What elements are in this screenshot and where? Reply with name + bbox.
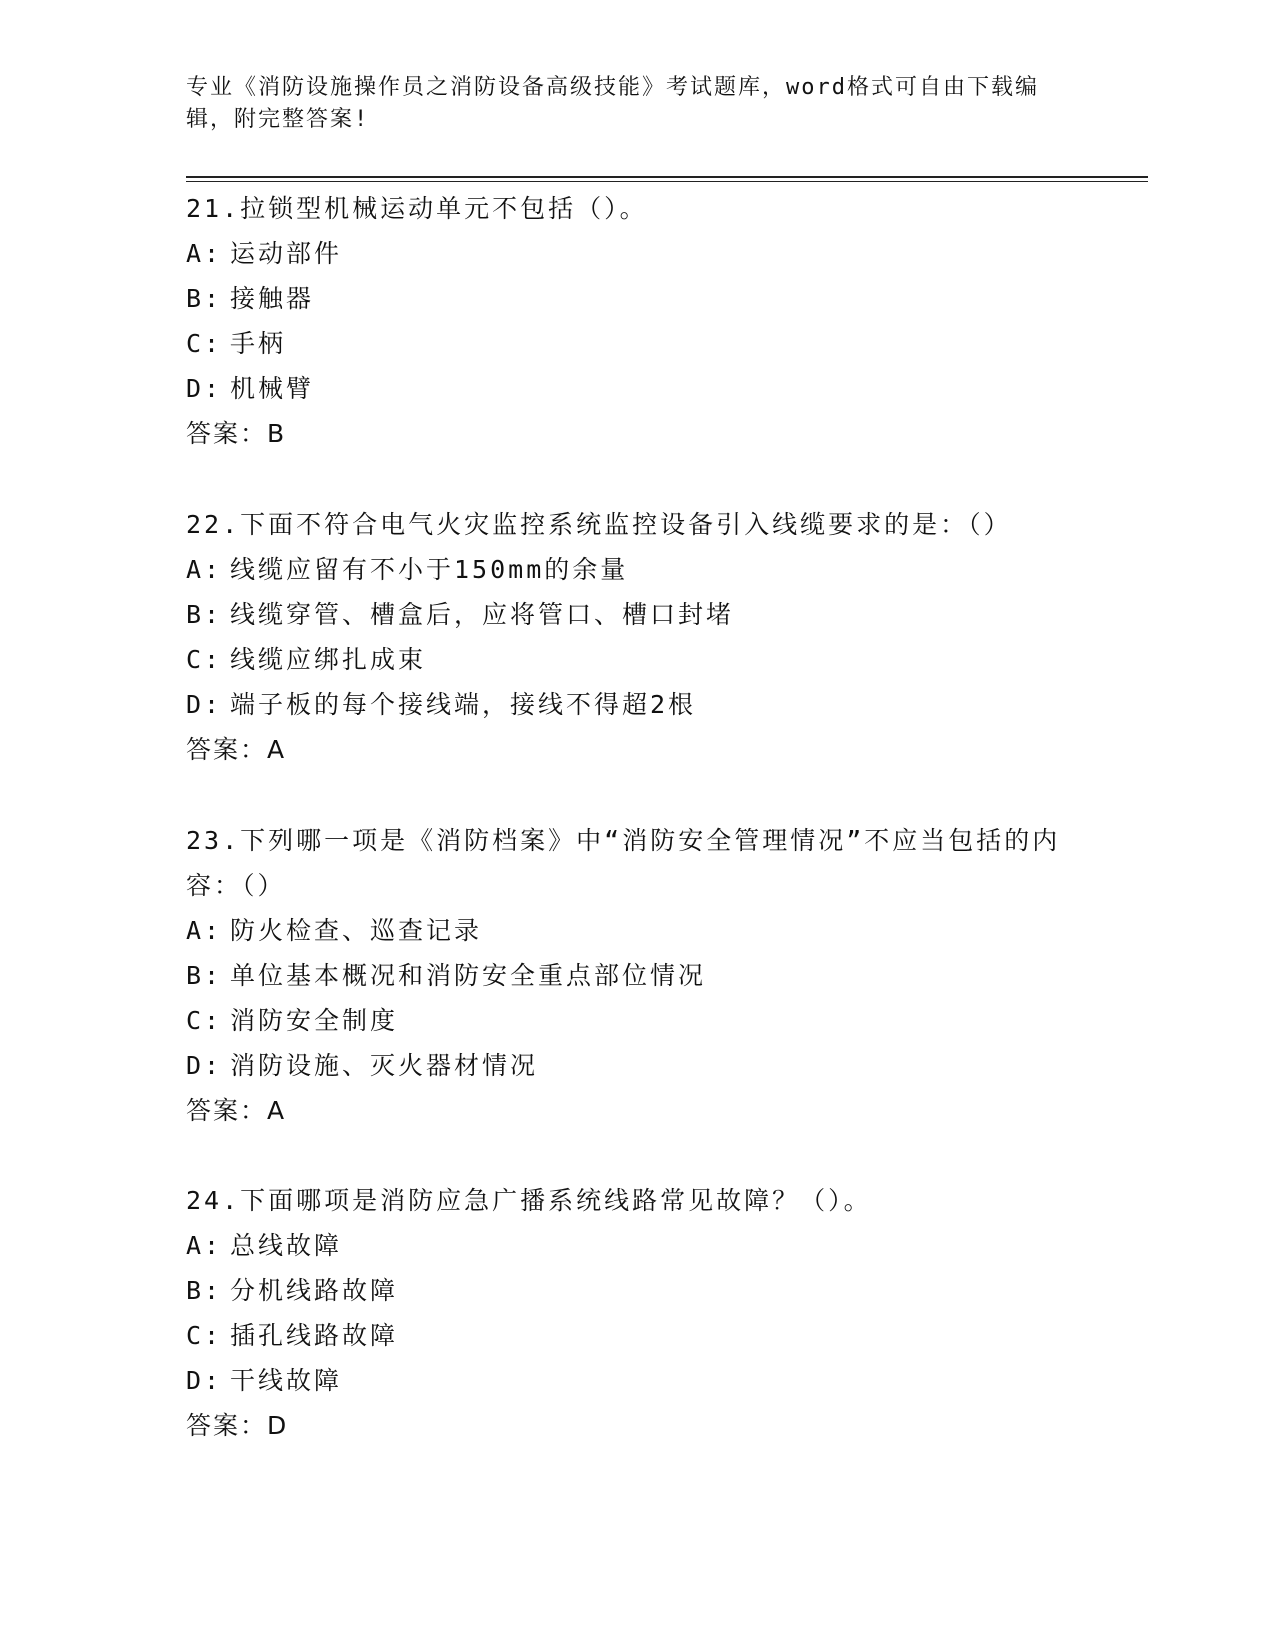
question-title: 21.拉锁型机械运动单元不包括（）。: [186, 194, 648, 223]
option-text: 手柄: [230, 329, 287, 358]
option-key: D:: [186, 1051, 223, 1080]
option-text: 分机线路故障: [230, 1276, 399, 1305]
option-key: D:: [186, 1366, 223, 1395]
answer: 答案：D: [186, 1411, 289, 1440]
option-a: [186, 547, 1086, 592]
option-d: [186, 682, 1086, 727]
option-text: 干线故障: [230, 1366, 343, 1395]
option-d: [186, 1043, 1086, 1088]
option-key: B:: [186, 961, 223, 990]
header-divider-bottom: [186, 181, 1148, 182]
option-a: [186, 908, 1086, 953]
option-d: [186, 1358, 1086, 1403]
option-key: C:: [186, 645, 223, 674]
answer: 答案：B: [186, 419, 287, 448]
option-key: D:: [186, 374, 223, 403]
option-c: [186, 637, 1086, 682]
question-title: 24.下面哪项是消防应急广播系统线路常见故障？（）。: [186, 1186, 872, 1215]
option-text: 消防设施、灭火器材情况: [230, 1051, 539, 1080]
option-text: 总线故障: [230, 1231, 343, 1260]
option-text: 防火检查、巡查记录: [230, 916, 483, 945]
question-21: [186, 186, 1086, 456]
question-title: 23.下列哪一项是《消防档案》中“消防安全管理情况”不应当包括的内容：（）: [186, 826, 1061, 900]
option-key: C:: [186, 1006, 223, 1035]
option-b: [186, 953, 1086, 998]
option-c: [186, 321, 1086, 366]
option-text: 插孔线路故障: [230, 1321, 399, 1350]
answer: 答案：A: [186, 1096, 287, 1125]
option-key: A:: [186, 239, 223, 268]
answer: 答案：A: [186, 735, 287, 764]
option-text: 接触器: [230, 284, 315, 313]
option-b: [186, 592, 1086, 637]
question-24: [186, 1178, 1086, 1448]
question-23: [186, 818, 1086, 1133]
option-key: B:: [186, 284, 223, 313]
document-header: 专业《消防设施操作员之消防设备高级技能》考试题库，word格式可自由下载编辑，附完整答案!: [186, 75, 1039, 132]
option-c: [186, 1313, 1086, 1358]
option-key: D:: [186, 690, 223, 719]
option-text: 端子板的每个接线端，接线不得超2根: [230, 690, 697, 719]
option-text: 运动部件: [230, 239, 343, 268]
question-22: [186, 502, 1086, 772]
question-title: 22.下面不符合电气火灾监控系统监控设备引入线缆要求的是：（）: [186, 510, 1012, 539]
option-key: A:: [186, 555, 223, 584]
option-c: [186, 998, 1086, 1043]
option-d: [186, 366, 1086, 411]
option-text: 单位基本概况和消防安全重点部位情况: [230, 961, 707, 990]
option-key: B:: [186, 600, 223, 629]
option-a: [186, 1223, 1086, 1268]
option-text: 线缆穿管、槽盒后，应将管口、槽口封堵: [230, 600, 735, 629]
option-text: 线缆应留有不小于150mm的余量: [230, 555, 629, 584]
option-key: A:: [186, 1231, 223, 1260]
option-b: [186, 1268, 1086, 1313]
option-key: B:: [186, 1276, 223, 1305]
option-text: 机械臂: [230, 374, 315, 403]
header-divider-top: [186, 176, 1148, 178]
option-b: [186, 276, 1086, 321]
option-text: 线缆应绑扎成束: [230, 645, 427, 674]
option-key: A:: [186, 916, 223, 945]
option-text: 消防安全制度: [230, 1006, 399, 1035]
option-key: C:: [186, 329, 223, 358]
option-a: [186, 231, 1086, 276]
option-key: C:: [186, 1321, 223, 1350]
